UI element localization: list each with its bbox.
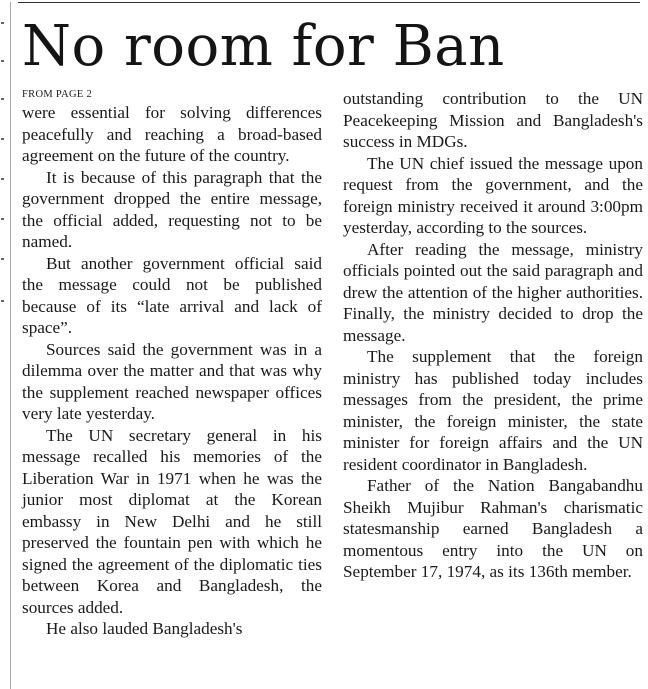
paragraph: He also lauded Bangladesh's — [46, 619, 243, 638]
paragraph: The UN chief issued the message upon request from the government, and the foreign ministry received it around 3:00pm yesterday, according to the sources. — [343, 153, 643, 237]
paragraph: were essential for solving differences peacefully and reaching a broad-based agreement on the future of the country. — [22, 103, 322, 165]
paragraph: outstanding contribution to the UN Peacekeeping Mission and Bangladesh's success in MDGs. — [343, 89, 643, 151]
article-right-column — [343, 88, 643, 583]
left-column-rule — [10, 2, 11, 689]
paragraph: The supplement that the foreign ministry has published today includes messages from the president, the prime minister, the foreign minister, the state minister for foreign affairs and the UN resident coordinator in Bangladesh. — [343, 347, 643, 474]
jump-line: FROM PAGE 2 — [22, 89, 93, 100]
article-left-column — [22, 88, 322, 640]
paragraph: But another government official said the message could not be published because of its “late arrival and lack of space”. — [22, 253, 322, 337]
paragraph: Sources said the government was in a dilemma over the matter and that was why the supplement reached newspaper offices very late yesterday. — [22, 339, 322, 423]
paragraph: Father of the Nation Bangabandhu Sheikh Mujibur Rahman's charismatic statesmanship earned Bangladesh a momentous entry into the UN on September 17, 1974, as its 136th member. — [343, 476, 643, 581]
paragraph: After reading the message, ministry officials pointed out the said paragraph and drew the attention of the higher authorities. Finally, the ministry decided to drop the message. — [343, 239, 643, 345]
previous-column-edge — [0, 0, 6, 689]
top-rule — [18, 2, 640, 3]
paragraph: It is because of this paragraph that the government dropped the entire message, the official added, requesting not to be named. — [22, 167, 322, 251]
headline: No room for Ban — [22, 14, 505, 79]
paragraph: The UN secretary general in his message recalled his memories of the Liberation War in 1971 when he was the junior most diplomat at the Korean embassy in New Delhi and he still preserved the fountain pen with which he signed the agreement of the diplomatic ties between Korea and Bangladesh, the sources added. — [22, 425, 322, 617]
